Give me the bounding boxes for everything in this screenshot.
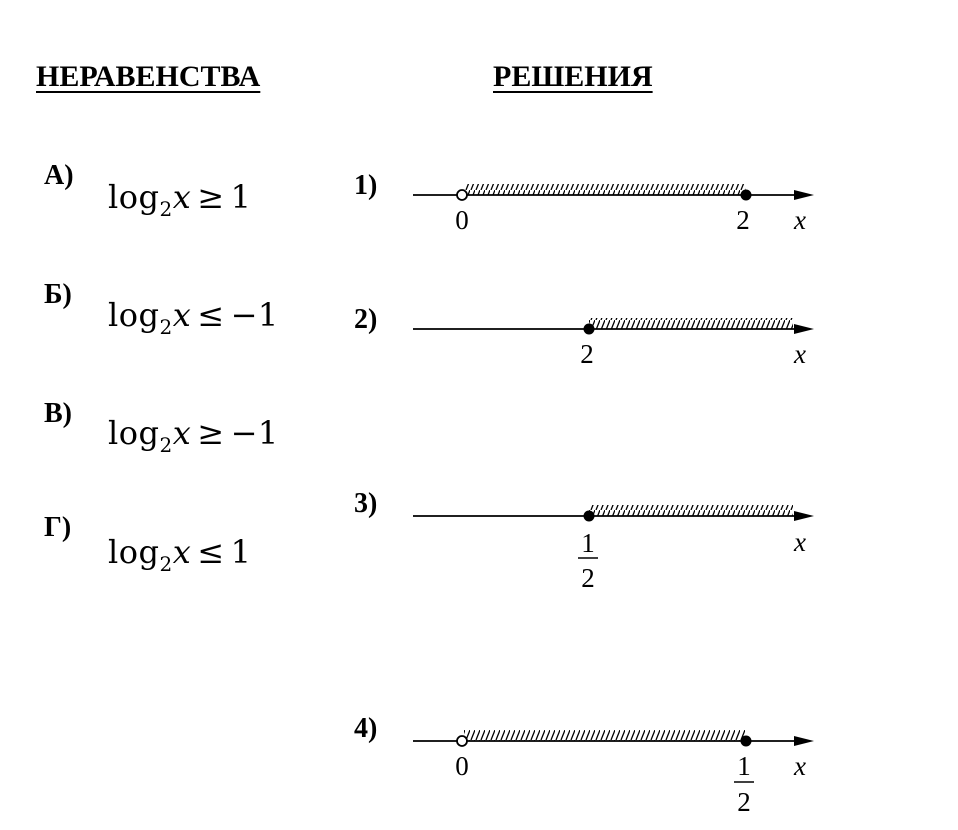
open-point-0 — [457, 736, 467, 746]
tick-label-half-denominator: 2 — [737, 787, 751, 817]
inequality-v: $\log_2x \ge -1$ — [108, 414, 279, 457]
tick-label-zero: 0 — [455, 751, 469, 781]
inequality-label-g: Г) — [44, 512, 72, 543]
axis-variable-2: x — [794, 339, 806, 369]
arrow-icon — [794, 736, 814, 746]
inequality-label-v: В) — [44, 398, 72, 429]
tick-label-zero: 0 — [455, 205, 469, 235]
tick-label-two: 2 — [736, 205, 750, 235]
open-point-0 — [457, 190, 467, 200]
number-line-2 — [413, 318, 814, 369]
arrow-icon — [794, 324, 814, 334]
axis-variable-3: x — [794, 527, 806, 557]
solution-label-2: 2) — [354, 304, 378, 335]
filled-point-half — [584, 511, 595, 522]
arrow-icon — [794, 190, 814, 200]
filled-point-2 — [584, 324, 595, 335]
axis-variable-1: x — [794, 205, 806, 235]
shaded-region-2 — [589, 318, 793, 329]
number-line-3 — [413, 505, 814, 593]
solution-label-4: 4) — [354, 713, 378, 744]
tick-label-half-numerator: 1 — [581, 528, 595, 558]
inequality-label-a: А) — [44, 160, 74, 191]
axis-variable-4: x — [794, 751, 806, 781]
number-line-4 — [413, 730, 814, 817]
inequality-label-b: Б) — [44, 279, 72, 310]
tick-label-half-denominator: 2 — [581, 563, 595, 593]
solution-label-1: 1) — [354, 170, 378, 201]
tick-label-half-numerator: 1 — [737, 751, 751, 781]
inequality-a: $\log_2x \ge 1$ — [108, 178, 252, 221]
inequality-b: $\log_2x \le -1$ — [108, 296, 279, 339]
inequalities-heading: НЕРАВЕНСТВА — [36, 60, 261, 93]
filled-point-2 — [741, 190, 752, 201]
shaded-region-3 — [589, 505, 793, 516]
solution-label-3: 3) — [354, 488, 378, 519]
solutions-heading: РЕШЕНИЯ — [493, 60, 653, 93]
number-line-1 — [413, 184, 814, 235]
shaded-region-1 — [464, 184, 746, 195]
inequality-g: $\log_2x \le 1$ — [108, 533, 252, 576]
tick-label-two: 2 — [580, 339, 594, 369]
filled-point-half — [741, 736, 752, 747]
arrow-icon — [794, 511, 814, 521]
shaded-region-4 — [464, 730, 746, 741]
